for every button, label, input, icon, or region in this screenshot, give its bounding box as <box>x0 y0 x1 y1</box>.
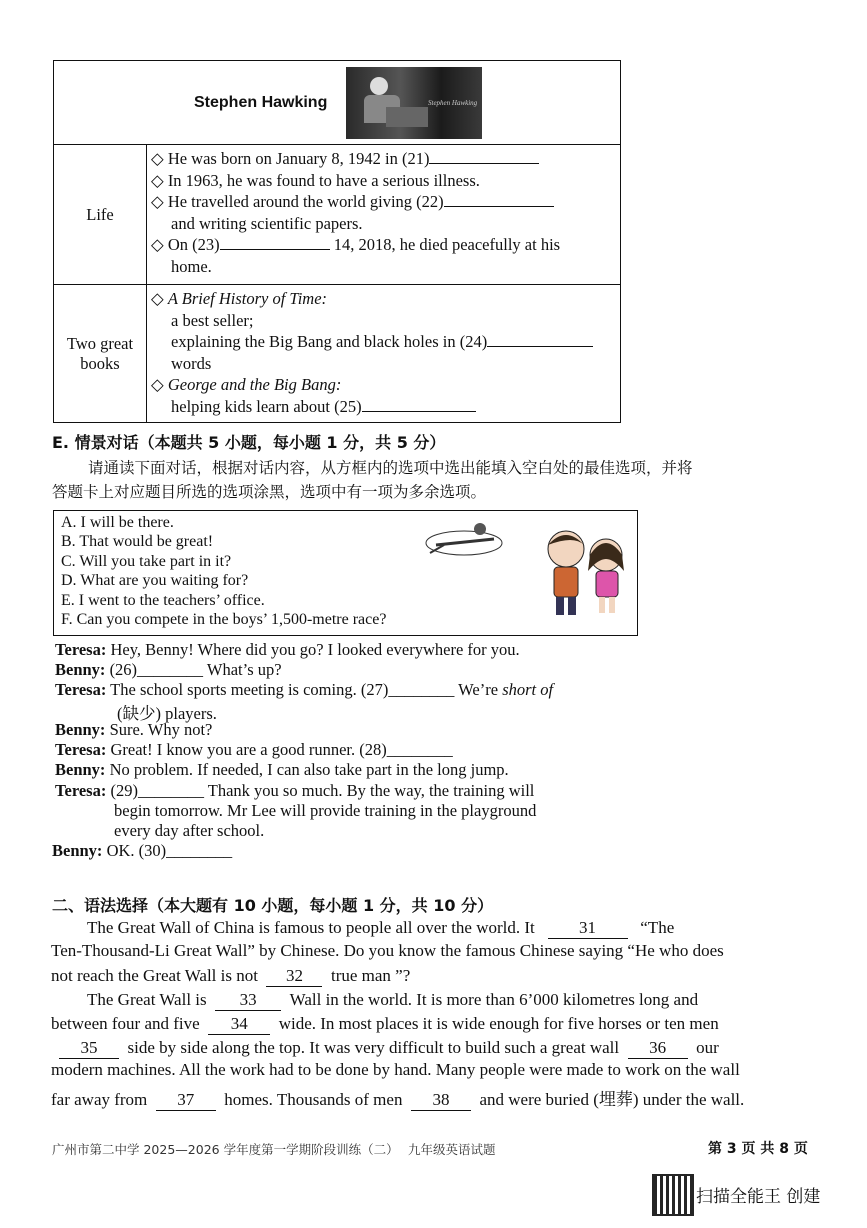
footer-subject: 九年级英语试题 <box>408 1142 496 1157</box>
section-e-instruction-2: 答题卡上对应题目所选的选项涂黑，选项中有一项为多余选项。 <box>52 483 487 501</box>
kids-illustration <box>424 515 634 631</box>
option-a: A. I will be there. <box>61 514 174 531</box>
blank-37: 37 <box>156 1090 216 1111</box>
hawking-table <box>53 60 621 423</box>
hawking-name: Stephen Hawking <box>194 93 328 111</box>
blank-33: 33 <box>215 990 281 1011</box>
footer-page-number: 第 3 页 共 8 页 <box>708 1141 808 1157</box>
grammar-line-3: not reach the Great Wall is not 32 true man ”? <box>51 966 411 985</box>
blank-32: 32 <box>266 966 322 987</box>
dialogue-line-3: Teresa: The school sports meeting is coming. (27)________ We’re short of <box>55 680 554 699</box>
book-1-line-3: words <box>171 353 212 373</box>
section-e-instruction-1: 请通读下面对话，根据对话内容，从方框内的选项中选出能填入空白处的最佳选项，并将 <box>88 459 693 477</box>
hawking-photo <box>346 67 482 139</box>
books-cell <box>147 285 621 423</box>
life-label: Life <box>54 145 147 285</box>
dialogue-line-8: Teresa: (29)________ Thank you so much. By the way, the training will <box>55 781 535 800</box>
option-b: B. That would be great! <box>61 533 214 550</box>
dialogue-line-6: Teresa: Great! I know you are a good runner. (28)________ <box>55 740 453 759</box>
grammar-line-7: modern machines. All the work had to be done by hand. Many people were made to work on the wall <box>51 1060 740 1079</box>
dialogue-line-2: Benny: (26)________ What’s up? <box>55 660 282 679</box>
grammar-line-6: 35 side by side along the top. It was very difficult to build such a great wall 36 our <box>51 1038 719 1059</box>
grammar-line-1: The Great Wall of China is famous to people all over the world. It 31 “The <box>87 918 675 937</box>
dialogue-line-9: begin tomorrow. Mr Lee will provide training in the playground <box>114 801 537 820</box>
dialogue-line-10: every day after school. <box>114 821 265 840</box>
qr-code-icon <box>652 1174 694 1216</box>
book-2-title: ◇ George and the Big Bang: <box>151 375 342 394</box>
life-line-6: home. <box>171 256 212 276</box>
grammar-line-8: far away from 37 homes. Thousands of men 38 and were buried (埋葬) under the wall. <box>51 1090 745 1109</box>
grammar-line-2: Ten-Thousand-Li Great Wall” by Chinese. Do you know the famous Chinese saying “He who does <box>51 941 724 960</box>
life-line-4: and writing scientific papers. <box>171 213 363 233</box>
dialogue-line-11: Benny: OK. (30)________ <box>52 841 233 860</box>
book-1-line-2: explaining the Big Bang and black holes in (24) <box>151 331 620 353</box>
option-d: D. What are you waiting for? <box>61 572 249 589</box>
dialogue-line-7: Benny: No problem. If needed, I can also take part in the long jump. <box>55 760 509 779</box>
book-1-title: ◇ A Brief History of Time: <box>151 289 328 308</box>
dialogue-line-4: (缺少) players. <box>117 704 217 723</box>
blank-34: 34 <box>208 1014 270 1035</box>
blank-38: 38 <box>411 1090 471 1111</box>
life-line-3: ◇ He travelled around the world giving (22) <box>151 191 620 213</box>
option-c: C. Will you take part in it? <box>61 553 232 570</box>
options-box <box>53 510 638 636</box>
books-label: Two great books <box>54 285 147 423</box>
option-e: E. I went to the teachers’ office. <box>61 592 265 609</box>
life-line-5: ◇ On (23) 14, 2018, he died peacefully at his <box>151 235 561 254</box>
hawking-header-cell <box>54 61 621 145</box>
grammar-heading: 二、语法选择（本大题有 10 小题，每小题 1 分，共 10 分） <box>52 896 494 915</box>
grammar-line-5: between four and five 34 wide. In most places it is wide enough for five horses or ten men <box>51 1014 719 1033</box>
blank-36: 36 <box>628 1038 688 1059</box>
scanner-watermark: 扫描全能王 创建 <box>696 1187 821 1207</box>
footer-school: 广州市第二中学 2025—2026 学年度第一学期阶段训练（二） <box>52 1142 399 1157</box>
life-line-1: ◇ He was born on January 8, 1942 in (21) <box>151 148 620 170</box>
option-f: F. Can you compete in the boys’ 1,500-metre race? <box>61 611 387 628</box>
section-e-heading: E. 情景对话（本题共 5 小题，每小题 1 分，共 5 分） <box>52 433 446 452</box>
blank-35: 35 <box>59 1038 119 1059</box>
book-2-line-1: helping kids learn about (25) <box>151 396 620 418</box>
dialogue-line-1: Teresa: Hey, Benny! Where did you go? I looked everywhere for you. <box>55 640 520 659</box>
dialogue-line-5: Benny: Sure. Why not? <box>55 720 213 739</box>
book-1-line-1: a best seller; <box>171 310 254 330</box>
grammar-line-4: The Great Wall is 33 Wall in the world. It is more than 6’000 kilometres long and <box>87 990 699 1009</box>
life-cell <box>147 145 621 285</box>
life-line-2: ◇ In 1963, he was found to have a serious illness. <box>151 170 480 190</box>
blank-31: 31 <box>548 918 628 939</box>
photo-caption: Stephen Hawking <box>428 98 478 107</box>
